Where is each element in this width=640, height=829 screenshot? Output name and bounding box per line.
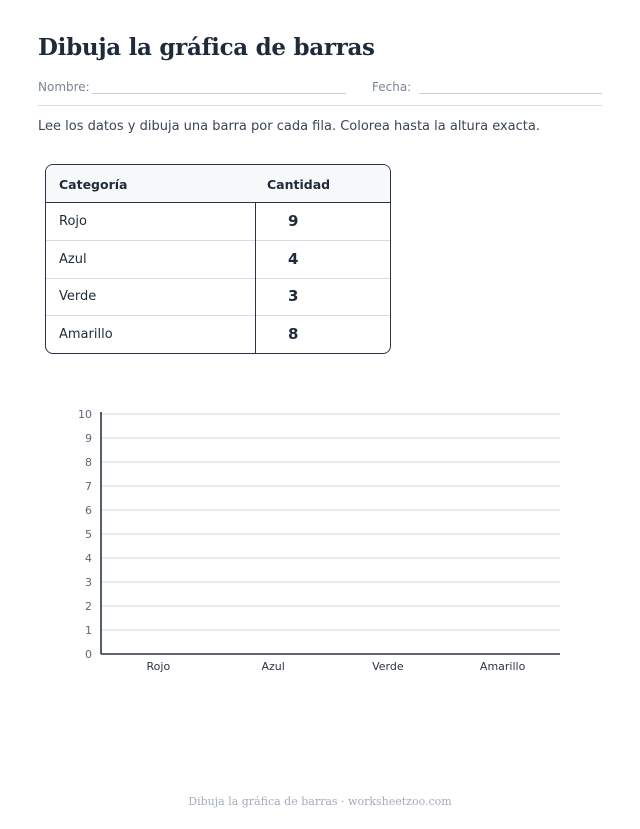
row-quantity: 3 (288, 287, 299, 305)
x-tick-label: Amarillo (479, 660, 526, 673)
table-header (46, 165, 390, 203)
data-table (45, 164, 391, 354)
table-row (46, 241, 390, 279)
y-tick-label: 6 (85, 504, 92, 517)
y-tick-label: 4 (85, 552, 92, 565)
y-tick-label: 1 (85, 624, 92, 637)
x-tick-label: Rojo (146, 660, 171, 673)
y-tick-label: 9 (85, 432, 92, 445)
row-quantity: 9 (288, 212, 299, 230)
row-category: Rojo (59, 214, 87, 229)
footer: Dibuja la gráfica de barras · worksheetzoo.com (188, 795, 452, 808)
page-title: Dibuja la gráfica de barras (38, 34, 375, 61)
name-label: Nombre: (38, 80, 90, 94)
instructions: Lee los datos y dibuja una barra por cada fila. Colorea hasta la altura exacta. (38, 119, 540, 134)
y-tick-label: 10 (78, 408, 92, 421)
date-field[interactable] (419, 93, 602, 94)
row-category: Verde (59, 289, 97, 304)
y-tick-label: 7 (85, 480, 92, 493)
row-quantity: 4 (288, 249, 299, 268)
y-tick-label: 5 (85, 528, 92, 541)
column-divider (255, 203, 256, 353)
date-label: Fecha: (372, 80, 412, 94)
table-row (46, 278, 390, 316)
y-tick-label: 3 (85, 576, 92, 589)
y-tick-label: 8 (85, 456, 92, 469)
table-row (46, 316, 390, 353)
x-tick-label: Azul (261, 660, 285, 673)
row-category: Azul (59, 251, 87, 267)
header-category: Categoría (59, 177, 128, 192)
x-tick-label: Verde (372, 660, 404, 673)
name-date-row (38, 80, 602, 98)
row-category: Amarillo (59, 326, 113, 342)
row-quantity: 8 (288, 324, 299, 343)
y-tick-label: 2 (85, 600, 92, 613)
header-quantity: Cantidad (267, 177, 331, 192)
blank-bar-chart[interactable] (0, 395, 640, 685)
y-tick-label: 0 (85, 648, 92, 661)
header-divider (38, 105, 602, 106)
name-field[interactable] (92, 93, 346, 94)
table-row (46, 203, 390, 241)
